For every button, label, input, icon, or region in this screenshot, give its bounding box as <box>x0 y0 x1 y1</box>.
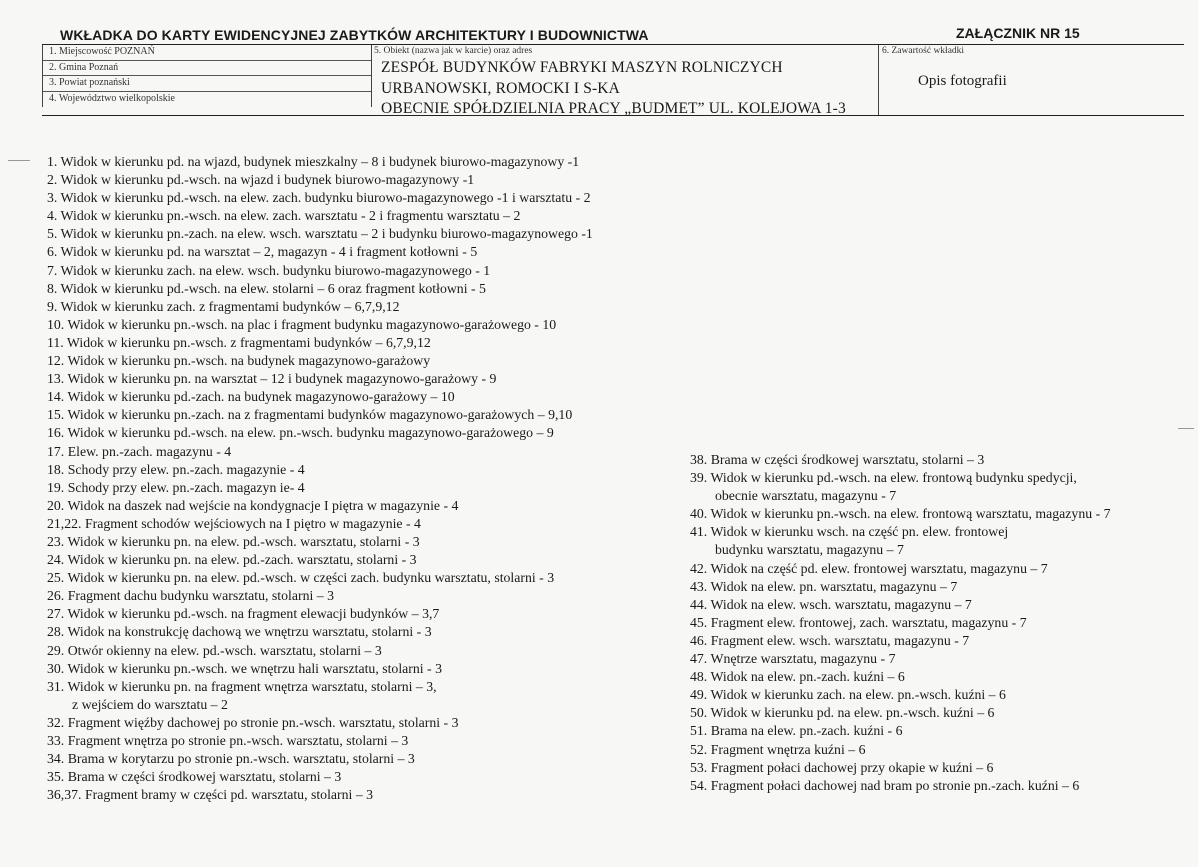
list-item: 2. Widok w kierunku pd.-wsch. na wjazd i budynek biurowo-magazynowy -1 <box>47 172 475 188</box>
list-item: 40. Widok w kierunku pn.-wsch. na elew. frontową warsztatu, magazynu - 7 <box>690 506 1111 522</box>
list-item: 35. Brama w części środkowej warsztatu, stolarni – 3 <box>47 769 342 785</box>
list-item: 42. Widok na część pd. elew. frontowej warsztatu, magazynu – 7 <box>690 560 1048 576</box>
list-item: 21,22. Fragment schodów wejściowych na I piętro w magazynie - 4 <box>47 515 421 531</box>
list-item: 20. Widok na daszek nad wejście na kondygnacje I piętra w magazynie - 4 <box>47 497 459 513</box>
list-item: 17. Elew. pn.-zach. magazynu - 4 <box>47 443 232 459</box>
list-item: 47. Wnętrze warsztatu, magazynu - 7 <box>690 651 896 667</box>
list-item: 44. Widok na elew. wsch. warsztatu, magazynu – 7 <box>690 596 972 612</box>
document-title: WKŁADKA DO KARTY EWIDENCYJNEJ ZABYTKÓW ARCHITEKTURY I BUDOWNICTWA <box>60 27 649 43</box>
list-item: 8. Widok w kierunku pd.-wsch. na elew. stolarni – 6 oraz fragment kotłowni - 5 <box>47 280 486 296</box>
list-item: 13. Widok w kierunku pn. na warsztat – 12 i budynek magazynowo-garażowy - 9 <box>47 371 497 387</box>
object-name-line-3: OBECNIE SPÓŁDZIELNIA PRACY „BUDMET” UL. KOLEJOWA 1-3 <box>381 100 846 117</box>
list-item: 19. Schody przy elew. pn.-zach. magazyn ie- 4 <box>47 479 305 495</box>
list-item-continuation: z wejściem do warsztatu – 2 <box>72 696 228 712</box>
contents-label: 6. Zawartość wkładki <box>882 46 965 56</box>
form-table <box>42 45 1184 116</box>
list-item: 48. Widok na elew. pn.-zach. kuźni – 6 <box>690 669 905 685</box>
list-item: 3. Widok w kierunku pd.-wsch. na elew. zach. budynku biurowo-magazynowego -1 i warsztatu - 2 <box>47 190 591 206</box>
photo-list-right <box>690 451 1190 795</box>
contents-value: Opis fotografii <box>918 73 1007 89</box>
list-item: 32. Fragment więźby dachowej po stronie pn.-wsch. warsztatu, stolarni - 3 <box>47 714 459 730</box>
field-commune: 2. Gmina Poznań <box>43 61 371 77</box>
list-item: 11. Widok w kierunku pn.-wsch. z fragmentami budynków – 6,7,9,12 <box>47 334 431 350</box>
list-item: 23. Widok w kierunku pn. na elew. pd.-wsch. warsztatu, stolarni - 3 <box>47 533 420 549</box>
list-item: 16. Widok w kierunku pd.-wsch. na elew. pn.-wsch. budynku magazynowo-garażowego – 9 <box>47 425 554 441</box>
photo-list-left <box>47 153 687 804</box>
list-item: 7. Widok w kierunku zach. na elew. wsch. budynku biurowo-magazynowego - 1 <box>47 262 491 278</box>
scan-mark-left <box>8 160 30 161</box>
list-item: 49. Widok w kierunku zach. na elew. pn.-wsch. kuźni – 6 <box>690 687 1006 703</box>
list-item: 33. Fragment wnętrza po stronie pn.-wsch. warsztatu, stolarni – 3 <box>47 733 409 748</box>
list-item: 5. Widok w kierunku pn.-zach. na elew. wsch. warsztatu – 2 i budynku biurowo-magazynowego -1 <box>47 226 593 242</box>
list-item: 54. Fragment połaci dachowej nad bram po stronie pn.-zach. kuźni – 6 <box>690 777 1080 793</box>
list-item: 30. Widok w kierunku pn.-wsch. we wnętrzu hali warsztatu, stolarni - 3 <box>47 660 442 676</box>
list-item: 4. Widok w kierunku pn.-wsch. na elew. zach. warsztatu - 2 i fragmentu warsztatu – 2 <box>47 208 521 224</box>
list-item: 53. Fragment połaci dachowej przy okapie w kuźni – 6 <box>690 759 994 775</box>
list-item: 46. Fragment elew. wsch. warsztatu, magazynu - 7 <box>690 632 970 648</box>
list-item: 9. Widok w kierunku zach. z fragmentami budynków – 6,7,9,12 <box>47 298 400 314</box>
list-item: 28. Widok na konstrukcję dachową we wnętrzu warsztatu, stolarni - 3 <box>47 624 432 640</box>
list-item: 29. Otwór okienny na elew. pd.-wsch. warsztatu, stolarni – 3 <box>47 642 382 658</box>
list-item: 51. Brama na elew. pn.-zach. kuźni - 6 <box>690 723 903 739</box>
list-item: 15. Widok w kierunku pn.-zach. na z fragmentami budynków magazynowo-garażowych – 9,10 <box>47 407 573 423</box>
field-voivodeship: 4. Województwo wielkopolskie <box>49 92 175 104</box>
list-item: 45. Fragment elew. frontowej, zach. warsztatu, magazynu - 7 <box>690 614 1027 630</box>
field-locality: 1. Miejscowość POZNAŃ <box>43 45 371 61</box>
list-item: 10. Widok w kierunku pn.-wsch. na plac i fragment budynku magazynowo-garażowego - 10 <box>47 316 557 332</box>
list-item: 12. Widok w kierunku pn.-wsch. na budynek magazynowo-garażowy <box>47 353 431 369</box>
field-district: 3. Powiat poznański <box>43 76 371 92</box>
list-item: 34. Brama w korytarzu po stronie pn.-wsch. warsztatu, stolarni – 3 <box>47 751 415 767</box>
list-item: 36,37. Fragment bramy w części pd. warsztatu, stolarni – 3 <box>47 787 374 803</box>
list-item: 27. Widok w kierunku pd.-wsch. na fragment elewacji budynków – 3,7 <box>47 606 440 622</box>
object-field <box>370 45 879 115</box>
list-item: 26. Fragment dachu budynku warsztatu, stolarni – 3 <box>47 588 334 604</box>
list-item: 24. Widok w kierunku pn. na elew. pd.-zach. warsztatu, stolarni - 3 <box>47 552 417 568</box>
list-item: 18. Schody przy elew. pn.-zach. magazynie - 4 <box>47 461 305 477</box>
object-name-line-2: URBANOWSKI, ROMOCKI I S-KA <box>381 79 620 97</box>
list-item: 39. Widok w kierunku pd.-wsch. na elew. frontową budynku spedycji, <box>690 470 1077 486</box>
list-item: 25. Widok w kierunku pn. na elew. pd.-wsch. w części zach. budynku warsztatu, stolarni - 3 <box>47 570 555 586</box>
object-name-line-1: ZESPÓŁ BUDYNKÓW FABRYKI MASZYN ROLNICZYCH <box>381 59 783 76</box>
list-item: 43. Widok na elew. pn. warsztatu, magazynu – 7 <box>690 578 958 594</box>
object-label: 5. Obiekt (nazwa jak w karcie) oraz adres <box>374 46 533 56</box>
list-item: 50. Widok w kierunku pd. na elew. pn.-wsch. kuźni – 6 <box>690 705 995 721</box>
list-item: 52. Fragment wnętrza kuźni – 6 <box>690 741 866 757</box>
list-item: 6. Widok w kierunku pd. na warsztat – 2, magazyn - 4 i fragment kotłowni - 5 <box>47 244 478 260</box>
list-item-continuation: budynku warsztatu, magazynu – 7 <box>715 542 904 558</box>
annex-number: ZAŁĄCZNIK NR 15 <box>956 25 1080 41</box>
list-item: 1. Widok w kierunku pd. na wjazd, budynek mieszkalny – 8 i budynek biurowo-magazynowy -1 <box>47 154 580 169</box>
list-item: 38. Brama w części środkowej warsztatu, stolarni – 3 <box>690 452 985 467</box>
scan-mark-right <box>1178 428 1194 429</box>
list-item: 31. Widok w kierunku pn. na fragment wnętrza warsztatu, stolarni – 3, <box>47 678 437 694</box>
list-item: 14. Widok w kierunku pd.-zach. na budynek magazynowo-garażowy – 10 <box>47 389 455 405</box>
list-item: 41. Widok w kierunku wsch. na część pn. elew. frontowej <box>690 524 1009 540</box>
list-item-continuation: obecnie warsztatu, magazynu - 7 <box>715 488 897 504</box>
contents-field <box>878 45 1184 115</box>
location-fields <box>42 45 372 107</box>
